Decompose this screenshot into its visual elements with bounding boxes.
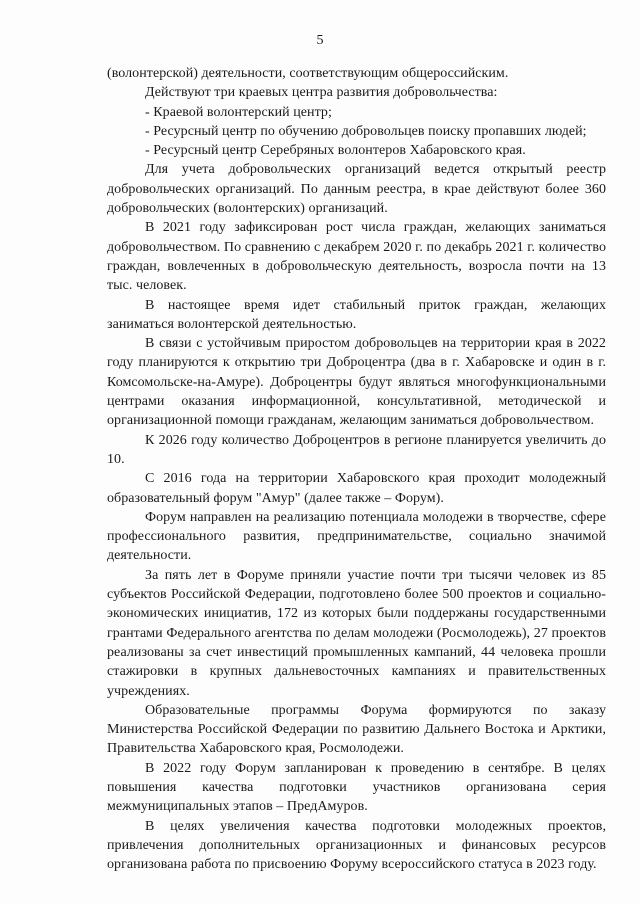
paragraph: В целях увеличения качества подготовки молодежных проектов, привлечения дополнительных организационных и финансовых ресурсов организована работа по присвоению Форуму всероссийского статуса в 2023 году. [107,818,606,873]
document-body [107,64,606,874]
paragraph: (волонтерской) деятельности, соответствующим общероссийским. [107,66,509,81]
list-item: - Ресурсный центр по обучению добровольцев поиску пропавших людей; [145,123,587,139]
paragraph: За пять лет в Форуме приняли участие почти три тысячи человек из 85 субъектов Российской Федерации, подготовлено более 500 проектов и социально-экономических инициатив, 172 из которых были поддержаны государственными грантами Федерального агентства по делам молодежи (Росмолодежь), 27 проектов реализованы за счет инвестиций промышленных кампаний, 44 человека прошли стажировки в крупных дальневосточных кампаниях и правительственных учреждениях. [107,567,606,699]
page-number: 5 [316,33,324,48]
paragraph: В настоящее время идет стабильный приток граждан, желающих заниматься волонтерской деятельностью. [107,297,606,332]
list-item: - Ресурсный центр Серебряных волонтеров Хабаровского края. [145,143,526,159]
paragraph: В 2022 году Форум запланирован к проведению в сентябре. В целях повышения качества подготовки участников организована серия межмуниципальных этапов – ПредАмуров. [107,760,606,815]
paragraph: В 2021 году зафиксирован рост числа граждан, желающих заниматься добровольчеством. По сравнению с декабрем 2020 г. по декабрь 2021 г. количество граждан, вовлеченных в добровольческую деятельность, возросла почти на 13 тыс. человек. [107,220,606,294]
paragraph: С 2016 года на территории Хабаровского края проходит молодежный образовательный форум "Амур" (далее также – Форум). [107,471,606,506]
paragraph: Форум направлен на реализацию потенциала молодежи в творчестве, сфере профессионального развития, предпринимательстве, социально значимой деятельности. [107,509,606,564]
paragraph: Образовательные программы Форума формируются по заказу Министерства Российской Федерации по развитию Дальнего Востока и Арктики, Правительства Хабаровского края, Росмолодежи. [107,702,606,757]
paragraph: Действуют три краевых центра развития добровольчества: [145,85,498,101]
list-item: - Краевой волонтерский центр; [145,104,332,120]
paragraph: К 2026 году количество Доброцентров в регионе планируется увеличить до 10. [107,432,606,467]
paragraph: Для учета добровольческих организаций ведется открытый реестр добровольческих организаций. По данным реестра, в крае действуют более 360 добровольческих (волонтерских) организаций. [107,162,606,217]
paragraph: В связи с устойчивым приростом добровольцев на территории края в 2022 году планируются к открытию три Доброцентра (два в г. Хабаровске и один в г. Комсомольске-на-Амуре). Доброцентры будут являться многофункциональными центрами оказания информационной, консультативной, методической и организационной помощи гражданам, желающим заниматься добровольчеством. [107,336,606,429]
